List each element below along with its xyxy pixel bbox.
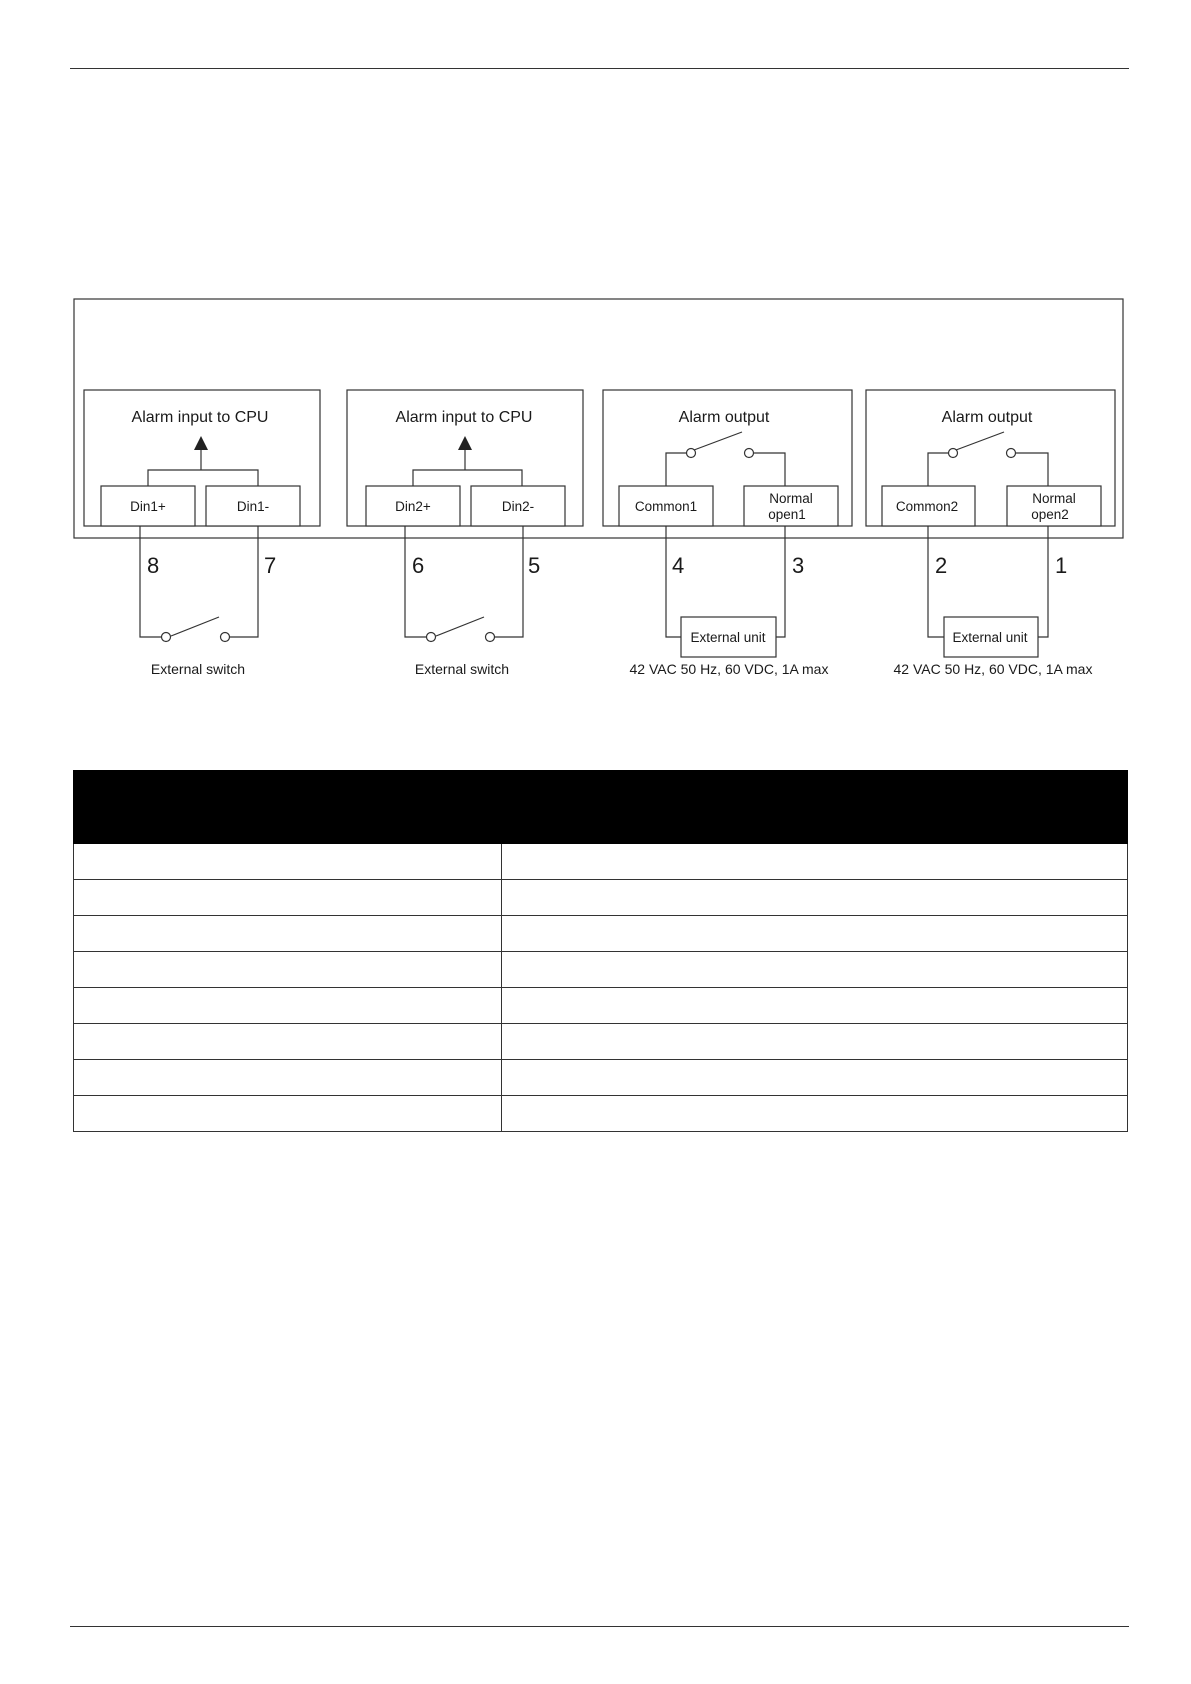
table-cell — [74, 880, 502, 916]
pin-number: 4 — [672, 553, 685, 578]
table-row — [74, 1096, 1128, 1132]
module-title: Alarm input to CPU — [131, 409, 269, 426]
table-cell — [502, 1096, 1128, 1132]
table-cell — [502, 1024, 1128, 1060]
relay-contact-icon — [745, 449, 754, 458]
specification-table — [73, 770, 1128, 1132]
table-cell — [74, 988, 502, 1024]
table-cell — [74, 916, 502, 952]
table-cell — [74, 844, 502, 880]
table-row — [74, 988, 1128, 1024]
table-cell — [502, 880, 1128, 916]
terminal-label: Din2+ — [395, 499, 431, 514]
relay-contact-icon — [1007, 449, 1016, 458]
table-cell — [502, 988, 1128, 1024]
relay-contact-icon — [687, 449, 696, 458]
table-header-cell — [74, 771, 502, 844]
footer-rule — [70, 1626, 1129, 1627]
table-cell — [502, 916, 1128, 952]
alarm-wiring-diagram — [0, 0, 1191, 700]
device-label: External switch — [150, 661, 246, 677]
table-row — [74, 916, 1128, 952]
table-row — [74, 1060, 1128, 1096]
terminal-label: Common1 — [634, 499, 698, 514]
table-row — [74, 880, 1128, 916]
table-row — [74, 952, 1128, 988]
table-cell — [74, 1096, 502, 1132]
terminal-label: open2 — [1031, 507, 1069, 522]
table-header-row — [74, 771, 1128, 844]
terminal-label: Din1- — [236, 499, 270, 514]
terminal-label: Normal — [769, 491, 813, 506]
module-title: Alarm output — [678, 409, 770, 426]
table-cell — [74, 952, 502, 988]
pin-number: 7 — [264, 553, 277, 578]
rating-label: 42 VAC 50 Hz, 60 VDC, 1A max — [629, 661, 829, 677]
table-cell — [502, 1060, 1128, 1096]
table-header-cell — [502, 771, 1128, 844]
table-cell — [502, 844, 1128, 880]
device-label: External switch — [414, 661, 510, 677]
table-cell — [74, 1024, 502, 1060]
terminal-label: Common2 — [895, 499, 959, 514]
terminal-label: Din1+ — [130, 499, 166, 514]
module-title: Alarm output — [941, 409, 1033, 426]
table-cell — [74, 1060, 502, 1096]
table-row — [74, 844, 1128, 880]
relay-contact-icon — [949, 449, 958, 458]
switch-contact-icon — [427, 633, 436, 642]
terminal-label: Din2- — [501, 499, 535, 514]
rating-label: 42 VAC 50 Hz, 60 VDC, 1A max — [893, 661, 1093, 677]
switch-contact-icon — [221, 633, 230, 642]
module-title: Alarm input to CPU — [395, 409, 533, 426]
pin-number: 2 — [935, 553, 948, 578]
pin-number: 6 — [412, 553, 425, 578]
table-row — [74, 1024, 1128, 1060]
table-cell — [502, 952, 1128, 988]
unit-label: External unit — [952, 630, 1028, 645]
unit-label: External unit — [690, 630, 766, 645]
pin-number: 1 — [1055, 553, 1068, 578]
switch-contact-icon — [162, 633, 171, 642]
terminal-label: Normal — [1032, 491, 1076, 506]
pin-number: 8 — [147, 553, 160, 578]
pin-number: 5 — [528, 553, 541, 578]
switch-contact-icon — [486, 633, 495, 642]
pin-number: 3 — [792, 553, 805, 578]
terminal-label: open1 — [768, 507, 806, 522]
